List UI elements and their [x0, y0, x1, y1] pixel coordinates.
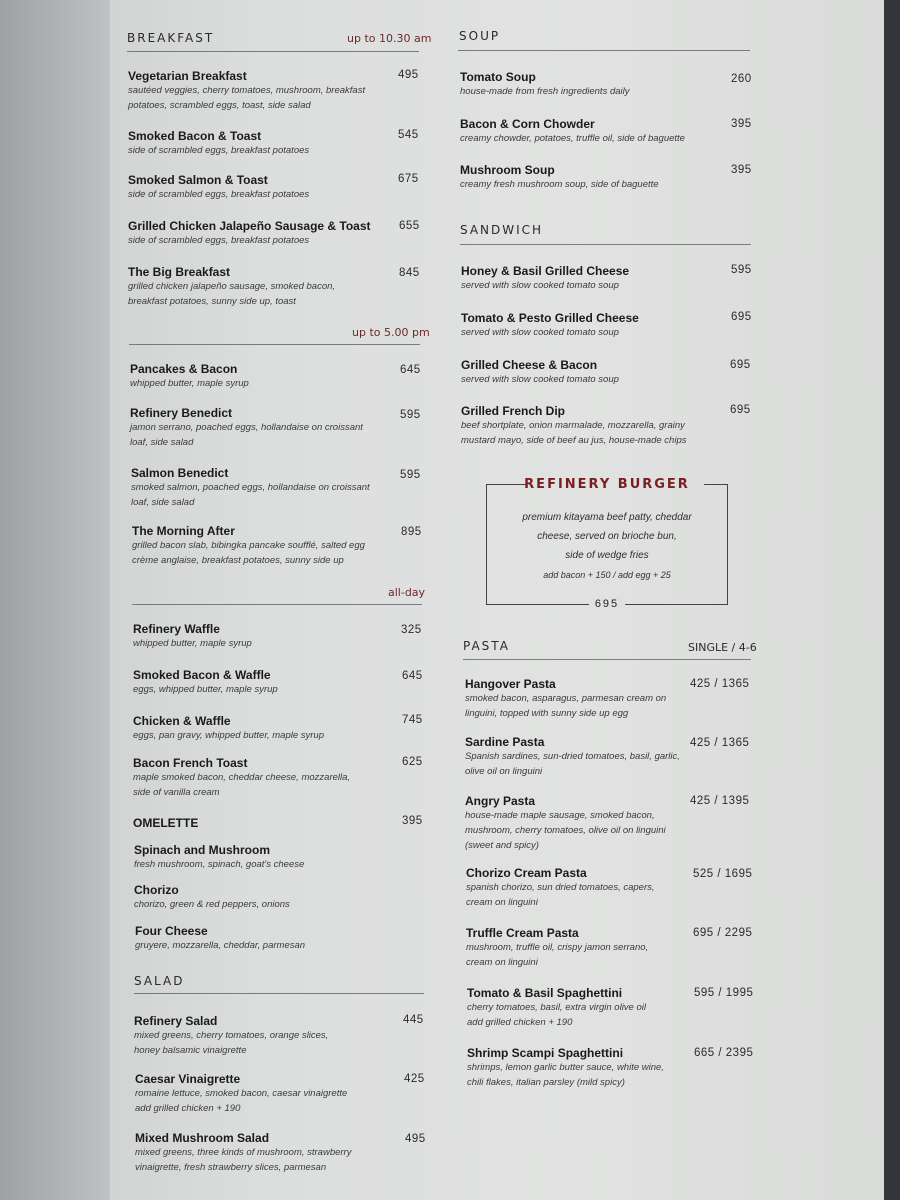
- item-price: 595: [731, 264, 752, 276]
- menu-item: [131, 466, 370, 510]
- menu-item: [461, 358, 619, 387]
- item-price: 595: [400, 409, 421, 421]
- item-description: eggs, whipped butter, maple syrup: [133, 684, 278, 695]
- menu-item: [466, 926, 648, 970]
- menu-item: [133, 756, 350, 800]
- item-description: served with slow cooked tomato soup: [461, 280, 619, 291]
- item-name: Four Cheese: [135, 924, 208, 938]
- burger-description-line: side of wedge fries: [565, 550, 649, 561]
- menu-item: [128, 219, 371, 248]
- pasta-size-note: SINGLE / 4-6: [688, 641, 757, 654]
- menu-item: [460, 70, 630, 99]
- item-description: Spanish sardines, sun-dried tomatoes, basil, garlic,: [465, 751, 680, 762]
- item-description: cream on linguini: [466, 957, 538, 968]
- item-description: smoked bacon, asparagus, parmesan cream on: [465, 693, 667, 704]
- menu-item: [133, 622, 252, 651]
- item-description: house-made maple sausage, smoked bacon,: [465, 810, 655, 821]
- item-price: 425 / 1365: [690, 678, 750, 690]
- item-description: breakfast potatoes, sunny side up, toast: [128, 296, 296, 307]
- item-price: 675: [398, 173, 419, 185]
- item-description: (sweet and spicy): [465, 840, 539, 851]
- item-name: Refinery Benedict: [130, 406, 233, 420]
- item-description: mixed greens, three kinds of mushroom, strawberry: [135, 1147, 352, 1158]
- item-name: Smoked Bacon & Waffle: [133, 668, 271, 682]
- menu-item: [467, 1046, 664, 1090]
- menu-item: [465, 794, 666, 853]
- item-description: honey balsamic vinaigrette: [134, 1045, 247, 1056]
- menu-item: [461, 311, 639, 340]
- item-name: Tomato & Basil Spaghettini: [467, 986, 623, 1000]
- item-name: Refinery Waffle: [133, 622, 220, 636]
- item-name: Truffle Cream Pasta: [466, 926, 579, 940]
- item-name: Grilled Chicken Jalapeño Sausage & Toast: [128, 219, 371, 233]
- item-price: 695: [731, 311, 752, 323]
- item-name: Chicken & Waffle: [133, 714, 231, 728]
- item-price: 260: [731, 73, 752, 85]
- menu-item: [128, 173, 309, 202]
- background-edge: [884, 0, 900, 1200]
- menu-item: [135, 1131, 351, 1175]
- breakfast-time-note: up to 5.00 pm: [352, 326, 430, 339]
- item-description: cream on linguini: [466, 897, 538, 908]
- menu-item: [132, 524, 365, 568]
- item-description: served with slow cooked tomato soup: [461, 327, 619, 338]
- item-description: gruyere, mozzarella, cheddar, parmesan: [135, 940, 306, 951]
- item-description: chorizo, green & red peppers, onions: [134, 899, 290, 910]
- salad-heading: SALAD: [134, 974, 185, 988]
- item-name: Smoked Bacon & Toast: [128, 129, 262, 143]
- item-description: creamy chowder, potatoes, truffle oil, side of baguette: [460, 133, 685, 144]
- menu-item: [128, 129, 309, 158]
- item-description: crème anglaise, breakfast potatoes, sunny side up: [132, 555, 344, 566]
- sandwich-rule: [460, 244, 751, 245]
- item-name: Bacon French Toast: [133, 756, 248, 770]
- breakfast-rule: [129, 344, 420, 345]
- item-price: 325: [401, 624, 422, 636]
- menu-item: [461, 404, 686, 448]
- item-price: 645: [402, 670, 423, 682]
- item-name: Bacon & Corn Chowder: [460, 117, 595, 131]
- item-price: 425: [404, 1073, 425, 1085]
- omelette-heading: [133, 816, 198, 830]
- item-price: 645: [400, 364, 421, 376]
- item-name: The Morning After: [132, 524, 235, 538]
- soup-rule: [458, 50, 750, 51]
- item-description: side of scrambled eggs, breakfast potatoes: [128, 189, 310, 200]
- item-description: mustard mayo, side of beef au jus, house-made chips: [461, 435, 687, 446]
- item-description: eggs, pan gravy, whipped butter, maple syrup: [133, 730, 324, 741]
- item-description: loaf, side salad: [130, 437, 194, 448]
- burger-addons: add bacon + 150 / add egg + 25: [543, 570, 671, 580]
- item-name: Hangover Pasta: [465, 677, 556, 691]
- burger-price: 695: [589, 598, 625, 610]
- item-price: 845: [399, 267, 420, 279]
- item-description: smoked salmon, poached eggs, hollandaise on croissant: [131, 482, 370, 493]
- menu-item: [128, 265, 335, 309]
- burger-feature-box: [486, 477, 728, 610]
- item-name: Smoked Salmon & Toast: [128, 173, 268, 187]
- item-price: 395: [402, 815, 423, 827]
- item-name: Refinery Salad: [134, 1014, 218, 1028]
- breakfast-rule: [127, 51, 419, 52]
- table-background: [0, 0, 118, 1200]
- menu-item: [134, 1014, 328, 1058]
- item-name: Shrimp Scampi Spaghettini: [467, 1046, 624, 1060]
- item-description: chili flakes, italian parsley (mild spicy): [467, 1077, 625, 1088]
- item-price: 665 / 2395: [694, 1047, 754, 1059]
- item-description: sautéed veggies, cherry tomatoes, mushroom, breakfast: [128, 85, 366, 96]
- sandwich-heading: SANDWICH: [460, 223, 544, 237]
- item-price: 655: [399, 220, 420, 232]
- item-name: Pancakes & Bacon: [130, 362, 238, 376]
- item-price: 395: [731, 164, 752, 176]
- item-price: 595 / 1995: [694, 987, 754, 999]
- menu-item: [135, 924, 305, 953]
- item-description: olive oil on linguini: [465, 766, 543, 777]
- item-description: romaine lettuce, smoked bacon, caesar vinaigrette: [135, 1088, 348, 1099]
- item-price: 545: [398, 129, 419, 141]
- item-description: mushroom, cherry tomatoes, olive oil on linguini: [465, 825, 666, 836]
- item-name: Chorizo Cream Pasta: [466, 866, 587, 880]
- item-description: whipped butter, maple syrup: [133, 638, 252, 649]
- breakfast-time-note: up to 10.30 am: [347, 32, 432, 45]
- burger-description-line: premium kitayama beef patty, cheddar: [522, 512, 692, 523]
- item-description: beef shortplate, onion marmalade, mozzarella, grainy: [461, 420, 685, 431]
- item-price: 395: [731, 118, 752, 130]
- item-name: Vegetarian Breakfast: [128, 69, 247, 83]
- burger-price-wrap: [487, 598, 727, 610]
- item-name: Tomato Soup: [460, 70, 536, 84]
- menu-item: [134, 883, 290, 912]
- item-price: 425 / 1365: [690, 737, 750, 749]
- item-name: The Big Breakfast: [128, 265, 231, 279]
- item-description: side of scrambled eggs, breakfast potatoes: [128, 235, 310, 246]
- menu-item: [133, 668, 278, 697]
- item-price: 425 / 1395: [690, 795, 750, 807]
- item-description: spanish chorizo, sun dried tomatoes, capers,: [466, 882, 655, 893]
- item-description: side of vanilla cream: [133, 787, 220, 798]
- menu-item: [460, 117, 685, 146]
- item-description: shrimps, lemon garlic butter sauce, white wine,: [467, 1062, 664, 1073]
- soup-heading: SOUP: [459, 29, 501, 43]
- item-name: Grilled French Dip: [461, 404, 566, 418]
- item-description: grilled chicken jalapeño sausage, smoked bacon,: [128, 281, 336, 292]
- menu-item: [466, 866, 655, 910]
- item-description: jamon serrano, poached eggs, hollandaise on croissant: [130, 422, 363, 433]
- item-name: Mushroom Soup: [460, 163, 555, 177]
- item-description: mixed greens, cherry tomatoes, orange slices,: [134, 1030, 329, 1041]
- item-name: Grilled Cheese & Bacon: [461, 358, 598, 372]
- item-price: 695: [730, 359, 751, 371]
- item-description: vinaigrette, fresh strawberry slices, parmesan: [135, 1162, 327, 1173]
- item-price: 495: [398, 69, 419, 81]
- item-name: Caesar Vinaigrette: [135, 1072, 241, 1086]
- item-description: fresh mushroom, spinach, goat's cheese: [134, 859, 305, 870]
- item-name: Spinach and Mushroom: [134, 843, 271, 857]
- item-name: Mixed Mushroom Salad: [135, 1131, 270, 1145]
- breakfast-heading: BREAKFAST: [127, 31, 215, 45]
- item-name: Sardine Pasta: [465, 735, 545, 749]
- item-description: served with slow cooked tomato soup: [461, 374, 619, 385]
- item-description: linguini, topped with sunny side up egg: [465, 708, 629, 719]
- item-price: 895: [401, 526, 422, 538]
- pasta-heading: PASTA: [463, 639, 510, 653]
- menu-item: [130, 406, 363, 450]
- menu-item: [133, 714, 324, 743]
- item-description: loaf, side salad: [131, 497, 195, 508]
- item-description: whipped butter, maple syrup: [130, 378, 249, 389]
- item-description: grilled bacon slab, bibingka pancake soufflé, salted egg: [132, 540, 365, 551]
- salad-rule: [134, 993, 424, 994]
- breakfast-time-note: all-day: [388, 586, 426, 599]
- menu-item: [460, 163, 659, 192]
- item-price: 595: [400, 469, 421, 481]
- burger-title: REFINERY BURGER: [524, 477, 690, 492]
- item-price: 745: [402, 714, 423, 726]
- menu-item: [465, 677, 666, 721]
- item-price: 525 / 1695: [693, 868, 753, 880]
- item-description: cherry tomatoes, basil, extra virgin olive oil: [467, 1002, 646, 1013]
- menu-item: [130, 362, 249, 391]
- item-description: house-made from fresh ingredients daily: [460, 86, 630, 97]
- menu-item: [128, 69, 365, 113]
- item-name: Salmon Benedict: [131, 466, 229, 480]
- breakfast-rule: [132, 604, 422, 605]
- item-price: 495: [405, 1133, 426, 1145]
- item-price: 445: [403, 1014, 424, 1026]
- item-description: potatoes, scrambled eggs, toast, side salad: [128, 100, 311, 111]
- item-price: 695 / 2295: [693, 927, 753, 939]
- burger-description: [497, 508, 717, 565]
- menu-item: [135, 1072, 347, 1116]
- item-description: creamy fresh mushroom soup, side of baguette: [460, 179, 659, 190]
- item-name: Angry Pasta: [465, 794, 536, 808]
- item-name: Chorizo: [134, 883, 179, 897]
- item-description: mushroom, truffle oil, crispy jamon serrano,: [466, 942, 649, 953]
- pasta-rule: [463, 659, 751, 660]
- menu-item: [134, 843, 304, 872]
- item-description: side of scrambled eggs, breakfast potatoes: [128, 145, 310, 156]
- item-name: OMELETTE: [133, 816, 199, 830]
- item-name: Honey & Basil Grilled Cheese: [461, 264, 630, 278]
- menu-item: [467, 986, 646, 1030]
- burger-description-line: cheese, served on brioche bun,: [537, 531, 677, 542]
- item-description: maple smoked bacon, cheddar cheese, mozzarella,: [133, 772, 351, 783]
- menu-item: [465, 735, 680, 779]
- item-description: add grilled chicken + 190: [135, 1103, 241, 1114]
- item-price: 695: [730, 404, 751, 416]
- item-name: Tomato & Pesto Grilled Cheese: [461, 311, 639, 325]
- item-price: 625: [402, 756, 423, 768]
- menu-item: [461, 264, 629, 293]
- item-description: add grilled chicken + 190: [467, 1017, 573, 1028]
